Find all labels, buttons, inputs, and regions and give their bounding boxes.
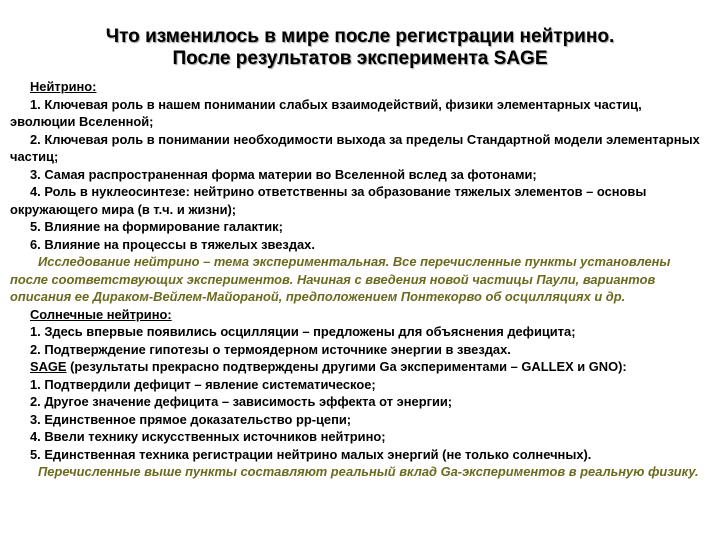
slide-body xyxy=(10,78,710,481)
sage-description: (результаты прекрасно подтверждены другими Ga экспериментами – GALLEX и GNO): xyxy=(66,359,627,374)
solar-heading: Солнечные нейтрино: xyxy=(30,306,172,322)
sage-header xyxy=(10,358,710,376)
sage-name: SAGE xyxy=(30,359,67,374)
neutrino-item-1: 1. Ключевая роль в нашем понимании слабых взаимодействий, физики элементарных частиц, эволюции Вселенной; xyxy=(10,96,642,129)
page-title xyxy=(0,26,720,70)
neutrino-item-2: 2. Ключевая роль в понимании необходимости выхода за пределы Стандартной модели элементарных частиц; xyxy=(10,131,700,164)
sage-note: Перечисленные выше пункты составляют реальный вклад Ga-экспериментов в реальную физику. xyxy=(38,464,699,479)
sage-item-5: 5. Единственная техника регистрации нейтрино малых энергий (не только солнечных). xyxy=(30,446,592,462)
neutrino-item-4: 4. Роль в нуклеосинтезе: нейтрино ответственны за образование тяжелых элементов – основы окружающего мира (в т.ч. и жизни); xyxy=(10,184,647,217)
solar-item-2: 2. Подтверждение гипотезы о термоядерном источнике энергии в звездах. xyxy=(30,341,511,357)
title-line-2: После результатов эксперимента SAGE xyxy=(172,48,548,69)
neutrino-note: Исследование нейтрино – тема экспериментальная. Все перечисленные пункты установлены после соответствующих экспериментов. Начиная с введения новой частицы Паули, вариантов описания ее Дираком-Вейлем-Майораной, предположением Понтекорво об осцилляциях и др. xyxy=(10,254,671,304)
neutrino-item-6: 6. Влияние на процессы в тяжелых звездах. xyxy=(30,236,315,252)
neutrino-item-3: 3. Самая распространенная форма материи во Вселенной вслед за фотонами; xyxy=(30,166,537,182)
sage-item-3: 3. Единственное прямое доказательство pp-цепи; xyxy=(30,411,352,427)
solar-item-1: 1. Здесь впервые появились осцилляции – предложены для объяснения дефицита; xyxy=(30,324,576,339)
sage-item-1: 1. Подтвердили дефицит – явление систематическое; xyxy=(30,376,376,392)
sage-item-4: 4. Ввели технику искусственных источников нейтрино; xyxy=(30,429,386,444)
sage-item-2: 2. Другое значение дефицита – зависимость эффекта от энергии; xyxy=(30,394,453,409)
title-line-1: Что изменилось в мире после регистрации нейтрино. xyxy=(105,26,615,47)
neutrino-heading: Нейтрино: xyxy=(30,79,97,94)
neutrino-item-5: 5. Влияние на формирование галактик; xyxy=(30,219,283,234)
